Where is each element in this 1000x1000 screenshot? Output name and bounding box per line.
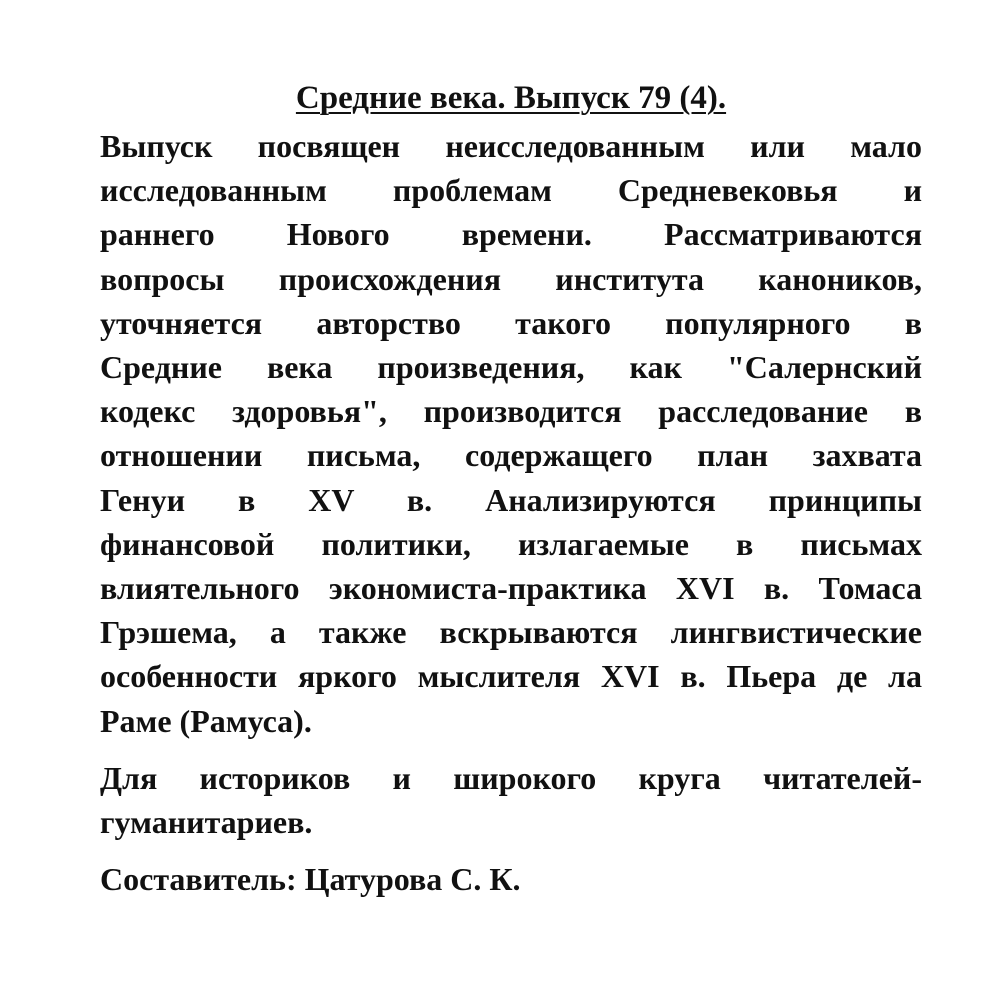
abstract-line: финансовой политики, излагаемые в письмах [100, 525, 922, 562]
document-page [100, 76, 922, 901]
compiler-paragraph [100, 857, 922, 901]
audience-line: гуманитариев. [100, 804, 313, 841]
abstract-line: вопросы происхождения института каноников, [100, 260, 922, 297]
abstract-line: влиятельного экономиста-практика XVI в. Томаса [100, 570, 922, 607]
abstract-line: особенности яркого мыслителя XVI в. Пьера де ла [100, 658, 922, 695]
audience-paragraph [100, 756, 922, 844]
abstract-line: исследованным проблемам Средневековья и [100, 172, 922, 209]
abstract-line: отношении письма, содержащего план захвата [100, 437, 922, 474]
abstract-line: уточняется авторство такого популярного в [100, 304, 922, 341]
paragraph-spacer [100, 844, 922, 857]
abstract-line: Генуи в XV в. Анализируются принципы [100, 481, 922, 518]
abstract-line: кодекс здоровья", производится расследование в [100, 393, 922, 430]
paragraph-spacer [100, 743, 922, 756]
document-title: Средние века. Выпуск 79 (4). [295, 80, 727, 116]
abstract-line: Грэшема, а также вскрываются лингвистические [100, 614, 922, 651]
abstract-paragraph [100, 124, 922, 743]
audience-line: Для историков и широкого круга читателей- [100, 759, 922, 796]
abstract-line: раннего Нового времени. Рассматриваются [100, 216, 922, 253]
abstract-line: Средние века произведения, как "Салернский [100, 349, 922, 386]
compiler-line: Составитель: Цатурова С. К. [100, 861, 521, 898]
abstract-line: Раме (Рамуса). [100, 702, 312, 739]
abstract-line: Выпуск посвящен неисследованным или мало [100, 128, 922, 164]
